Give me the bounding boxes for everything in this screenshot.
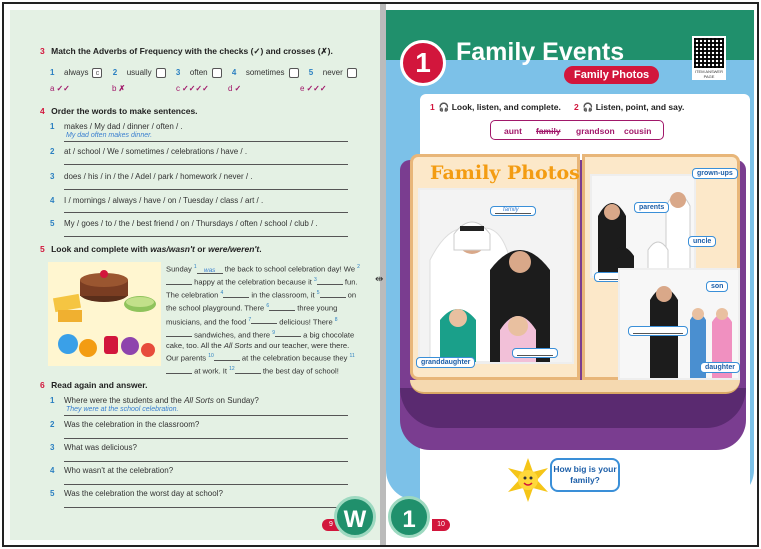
word-family: family bbox=[536, 126, 561, 136]
label-daughter: daughter bbox=[700, 362, 740, 373]
mark-a: a ✓✓ bbox=[50, 84, 70, 93]
answer-line-3[interactable] bbox=[64, 461, 348, 462]
instruction-1: 1 🎧 Look, listen, and complete. bbox=[430, 102, 561, 112]
workbook-badge: W bbox=[334, 496, 376, 538]
label-grown-ups: grown-ups bbox=[692, 168, 738, 179]
resize-cursor-icon[interactable]: ⇹ bbox=[375, 274, 384, 285]
answer-line-5[interactable] bbox=[64, 507, 348, 508]
book-pages-edge bbox=[410, 380, 740, 394]
book-base bbox=[400, 388, 746, 428]
section3-title: Match the Adverbs of Frequency with the checks (✓) and crosses (✗). bbox=[51, 46, 333, 56]
section3-number: 3 bbox=[40, 46, 45, 56]
sun-mascot bbox=[506, 458, 550, 502]
story-gap-1[interactable]: was bbox=[197, 266, 223, 274]
headphones-icon[interactable]: 🎧 bbox=[438, 102, 450, 112]
section6-title: Read again and answer. bbox=[51, 380, 148, 390]
order-item-2: 2 at / school / We / sometimes / celebrations / have / . bbox=[50, 147, 248, 156]
story-gap-11[interactable] bbox=[166, 366, 192, 374]
unit-number-badge: 1 bbox=[400, 40, 446, 86]
headphones-icon-2[interactable]: 🎧 bbox=[582, 102, 594, 112]
section4-title: Order the words to make sentences. bbox=[51, 106, 198, 116]
answer-line-4[interactable] bbox=[64, 484, 348, 485]
food-icon bbox=[48, 262, 161, 366]
mark-b: b ✗ bbox=[112, 84, 126, 93]
adverb-box-4[interactable] bbox=[289, 68, 299, 78]
adverb-2: 2 usually bbox=[113, 68, 166, 77]
word-grandson: grandson bbox=[576, 126, 615, 136]
student-book-page-right bbox=[386, 10, 754, 540]
adverb-box-1[interactable]: c bbox=[92, 68, 102, 78]
story-gap-3[interactable] bbox=[317, 277, 343, 285]
order-line-5[interactable] bbox=[64, 236, 348, 237]
grown-ups-icon bbox=[592, 176, 694, 276]
adverb-5: 5 never bbox=[309, 68, 357, 77]
unit-title: Family Events bbox=[456, 38, 625, 66]
section4-number: 4 bbox=[40, 106, 45, 116]
order-answer-1: My dad often makes dinner. bbox=[66, 132, 153, 139]
question-5: 5 Was the celebration the worst day at school? bbox=[50, 489, 223, 498]
instruction-2: 2 🎧 Listen, point, and say. bbox=[574, 102, 685, 112]
celebration-food-illustration bbox=[48, 262, 161, 366]
adverb-box-5[interactable] bbox=[347, 68, 357, 78]
grown-ups-photo bbox=[590, 174, 696, 278]
unit-subtitle: Family Photos bbox=[564, 66, 659, 84]
adverb-row bbox=[50, 68, 380, 78]
section6-number: 6 bbox=[40, 380, 45, 390]
label-son: son bbox=[706, 281, 728, 292]
story-gap-5[interactable] bbox=[320, 290, 346, 298]
story-gap-7[interactable] bbox=[251, 316, 277, 324]
qr-code-icon bbox=[694, 38, 724, 68]
order-item-3: 3 does / his / in / the / Adel / park / homework / never / . bbox=[50, 172, 253, 181]
mark-c: c ✓✓✓✓ bbox=[176, 84, 209, 93]
label-uncle: uncle bbox=[688, 236, 716, 247]
page-frame bbox=[2, 2, 759, 547]
word-cousin: cousin bbox=[624, 126, 652, 136]
unit-badge: 1 bbox=[388, 496, 430, 538]
question-3: 3 What was delicious? bbox=[50, 443, 137, 452]
blank-4[interactable] bbox=[628, 326, 688, 336]
order-line-1[interactable] bbox=[64, 141, 348, 142]
question-answer-1: They were at the school celebration. bbox=[66, 406, 179, 413]
order-item-5: 5 My / goes / to / the / best friend / on / Thursdays / often / school / club / . bbox=[50, 219, 318, 228]
page-number-right: 10 bbox=[432, 519, 450, 531]
story-gap-2[interactable] bbox=[166, 277, 192, 285]
answer-line-1[interactable] bbox=[64, 415, 348, 416]
adverb-box-3[interactable] bbox=[212, 68, 222, 78]
story-gap-8[interactable] bbox=[166, 329, 192, 337]
story-gap-12[interactable] bbox=[235, 366, 261, 374]
section5-number: 5 bbox=[40, 244, 45, 254]
label-parents: parents bbox=[634, 202, 669, 213]
adverb-4: 4 sometimes bbox=[232, 68, 299, 77]
story-gap-6[interactable] bbox=[269, 303, 295, 311]
mark-e: e ✓✓✓ bbox=[300, 84, 327, 93]
page-number-left: 9 bbox=[322, 519, 340, 531]
sun-mascot-icon bbox=[506, 458, 550, 502]
order-line-3[interactable] bbox=[64, 189, 348, 190]
answer-line-2[interactable] bbox=[64, 438, 348, 439]
section5-title: Look and complete with was/wasn't or were/weren't. bbox=[51, 244, 262, 254]
adverb-1: 1 always c bbox=[50, 68, 102, 77]
story-gap-9[interactable] bbox=[275, 329, 301, 337]
question-2: 2 Was the celebration in the classroom? bbox=[50, 420, 200, 429]
label-granddaughter: granddaughter bbox=[416, 357, 475, 368]
section4-heading bbox=[40, 106, 198, 116]
blank-2[interactable] bbox=[512, 348, 558, 358]
order-line-4[interactable] bbox=[64, 212, 348, 213]
blank-family[interactable]: family bbox=[490, 206, 536, 216]
adverb-box-2[interactable] bbox=[156, 68, 166, 78]
section5-heading bbox=[40, 244, 262, 254]
celebration-story: Sunday $^1$ was the back to school celebration day! We $^2$ happy at the celebration because it $^3$ fun. The celebration $^4$ in the classroom, it $^5$ on the school playground. There $^6$ three young musicians, and the food $^7$ delicious! There $^8$ sandwiches, and there $^9$ a big chocolate cake, too. All the All Sorts and our teacher, were there. Our parents $^{10}$ at the celebration because they $^{11}$ at work. It $^{12}$ the best day of school! bbox=[166, 264, 360, 376]
section6-heading bbox=[40, 380, 147, 390]
book-title: Family Photos bbox=[430, 162, 580, 184]
question-4: 4 Who wasn't at the celebration? bbox=[50, 466, 174, 475]
qr-caption: ITEM ANSWER PAGE bbox=[694, 69, 723, 79]
adverb-3: 3 often bbox=[176, 68, 222, 77]
order-item-1: 1 makes / My dad / dinner / often / . bbox=[50, 122, 183, 131]
story-gap-4[interactable] bbox=[223, 290, 249, 298]
qr-code[interactable] bbox=[692, 36, 726, 80]
word-aunt: aunt bbox=[504, 126, 522, 136]
story-gap-10[interactable] bbox=[214, 353, 240, 361]
workbook-page-left bbox=[10, 10, 380, 540]
mark-d: d ✓ bbox=[228, 84, 242, 93]
question-1: 1 Where were the students and the All Sorts on Sunday? bbox=[50, 396, 259, 405]
order-line-2[interactable] bbox=[64, 164, 348, 165]
order-item-4: 4 I / mornings / always / have / on / Tuesday / class / art / . bbox=[50, 196, 264, 205]
speech-bubble: How big is your family? bbox=[550, 458, 620, 492]
section3-heading bbox=[40, 46, 333, 57]
